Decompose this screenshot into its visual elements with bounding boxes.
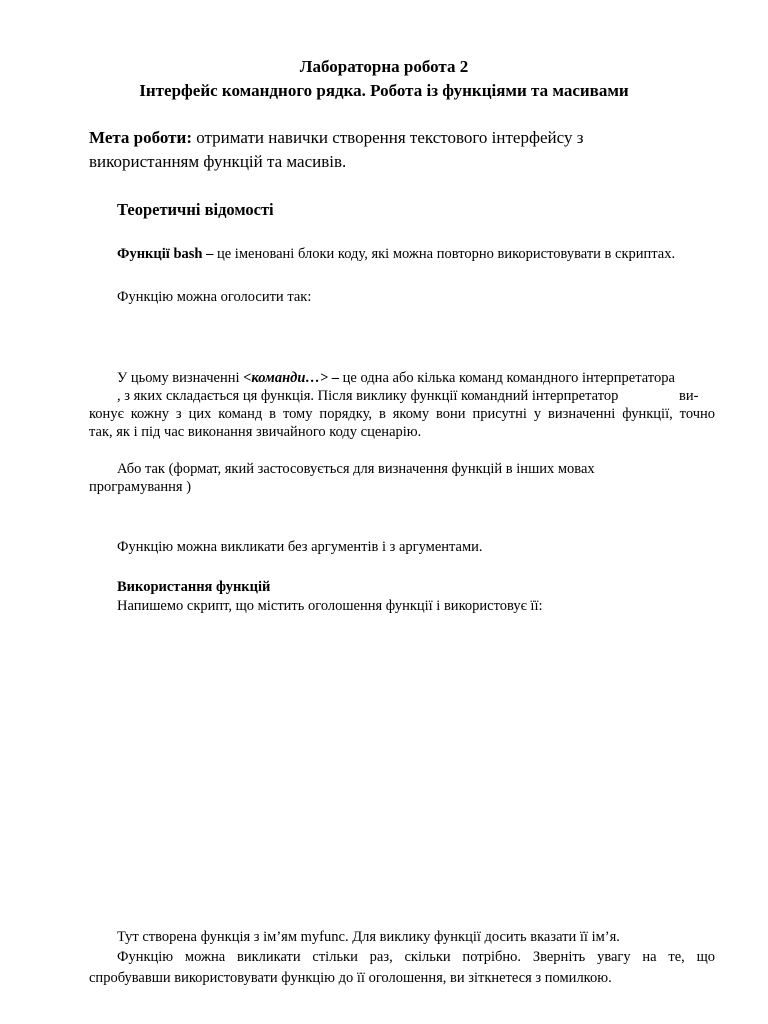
note-line-2: спробувавши використовувати функцію до її оголошення, ви зіткнетеся з помилкою. (89, 970, 612, 986)
alt-format-line-2: програмування ) (89, 479, 192, 495)
alt-format-line-1: Або так (формат, який застосовується для визначення функцій в інших мовах (117, 461, 595, 477)
definition-line-1 (117, 371, 675, 386)
goal-text-1: отримати навички створення текстового інтерфейсу з (192, 128, 584, 147)
note-line-1: Функцію можна викликати стільки раз, скільки потрібно. Зверніть увагу на те, що (117, 949, 715, 965)
goal-label: Мета роботи: (89, 128, 192, 147)
theory-heading: Теоретичні відомості (117, 200, 274, 219)
declare-intro: Функцію можна оголосити так: (117, 289, 312, 305)
definition-rest: це одна або кілька команд командного інтерпретатора (339, 370, 675, 386)
created-text: Тут створена функція з ім’ям myfunc. Для виклику функції досить вказати її ім’я. (117, 929, 620, 945)
goal-line-2: використанням функцій та масивів. (89, 152, 347, 171)
functions-definition-text: це іменовані блоки коду, які можна повторно використовувати в скриптах. (213, 246, 676, 262)
definition-line-2: , з яких складається ця функція. Після виклику функції командний інтерпретатор (117, 388, 619, 404)
call-text: Функцію можна викликати без аргументів і з аргументами. (117, 539, 483, 555)
definition-line-4: так, як і під час виконання звичайного коду сценарію. (89, 424, 422, 440)
usage-intro: Напишемо скрипт, що містить оголошення функції і використовує її: (117, 598, 543, 614)
functions-definition (117, 247, 675, 262)
functions-dash: – (202, 246, 214, 262)
functions-term: Функції bash (117, 246, 203, 262)
usage-heading: Використання функцій (117, 579, 271, 595)
definition-start: У цьому визначенні (117, 370, 244, 386)
definition-dash: – (328, 370, 340, 386)
definition-hyphen: ви- (679, 388, 699, 404)
goal-line-1 (89, 129, 583, 146)
commands-term: <команди…> (243, 370, 329, 386)
lab-title: Лабораторна робота 2 (299, 57, 469, 76)
definition-line-3: конує кожну з цих команд в тому порядку, в якому вони присутні у визначенні функції, точно (89, 406, 715, 422)
lab-subtitle: Інтерфейс командного рядка. Робота із функціями та масивами (139, 81, 629, 100)
